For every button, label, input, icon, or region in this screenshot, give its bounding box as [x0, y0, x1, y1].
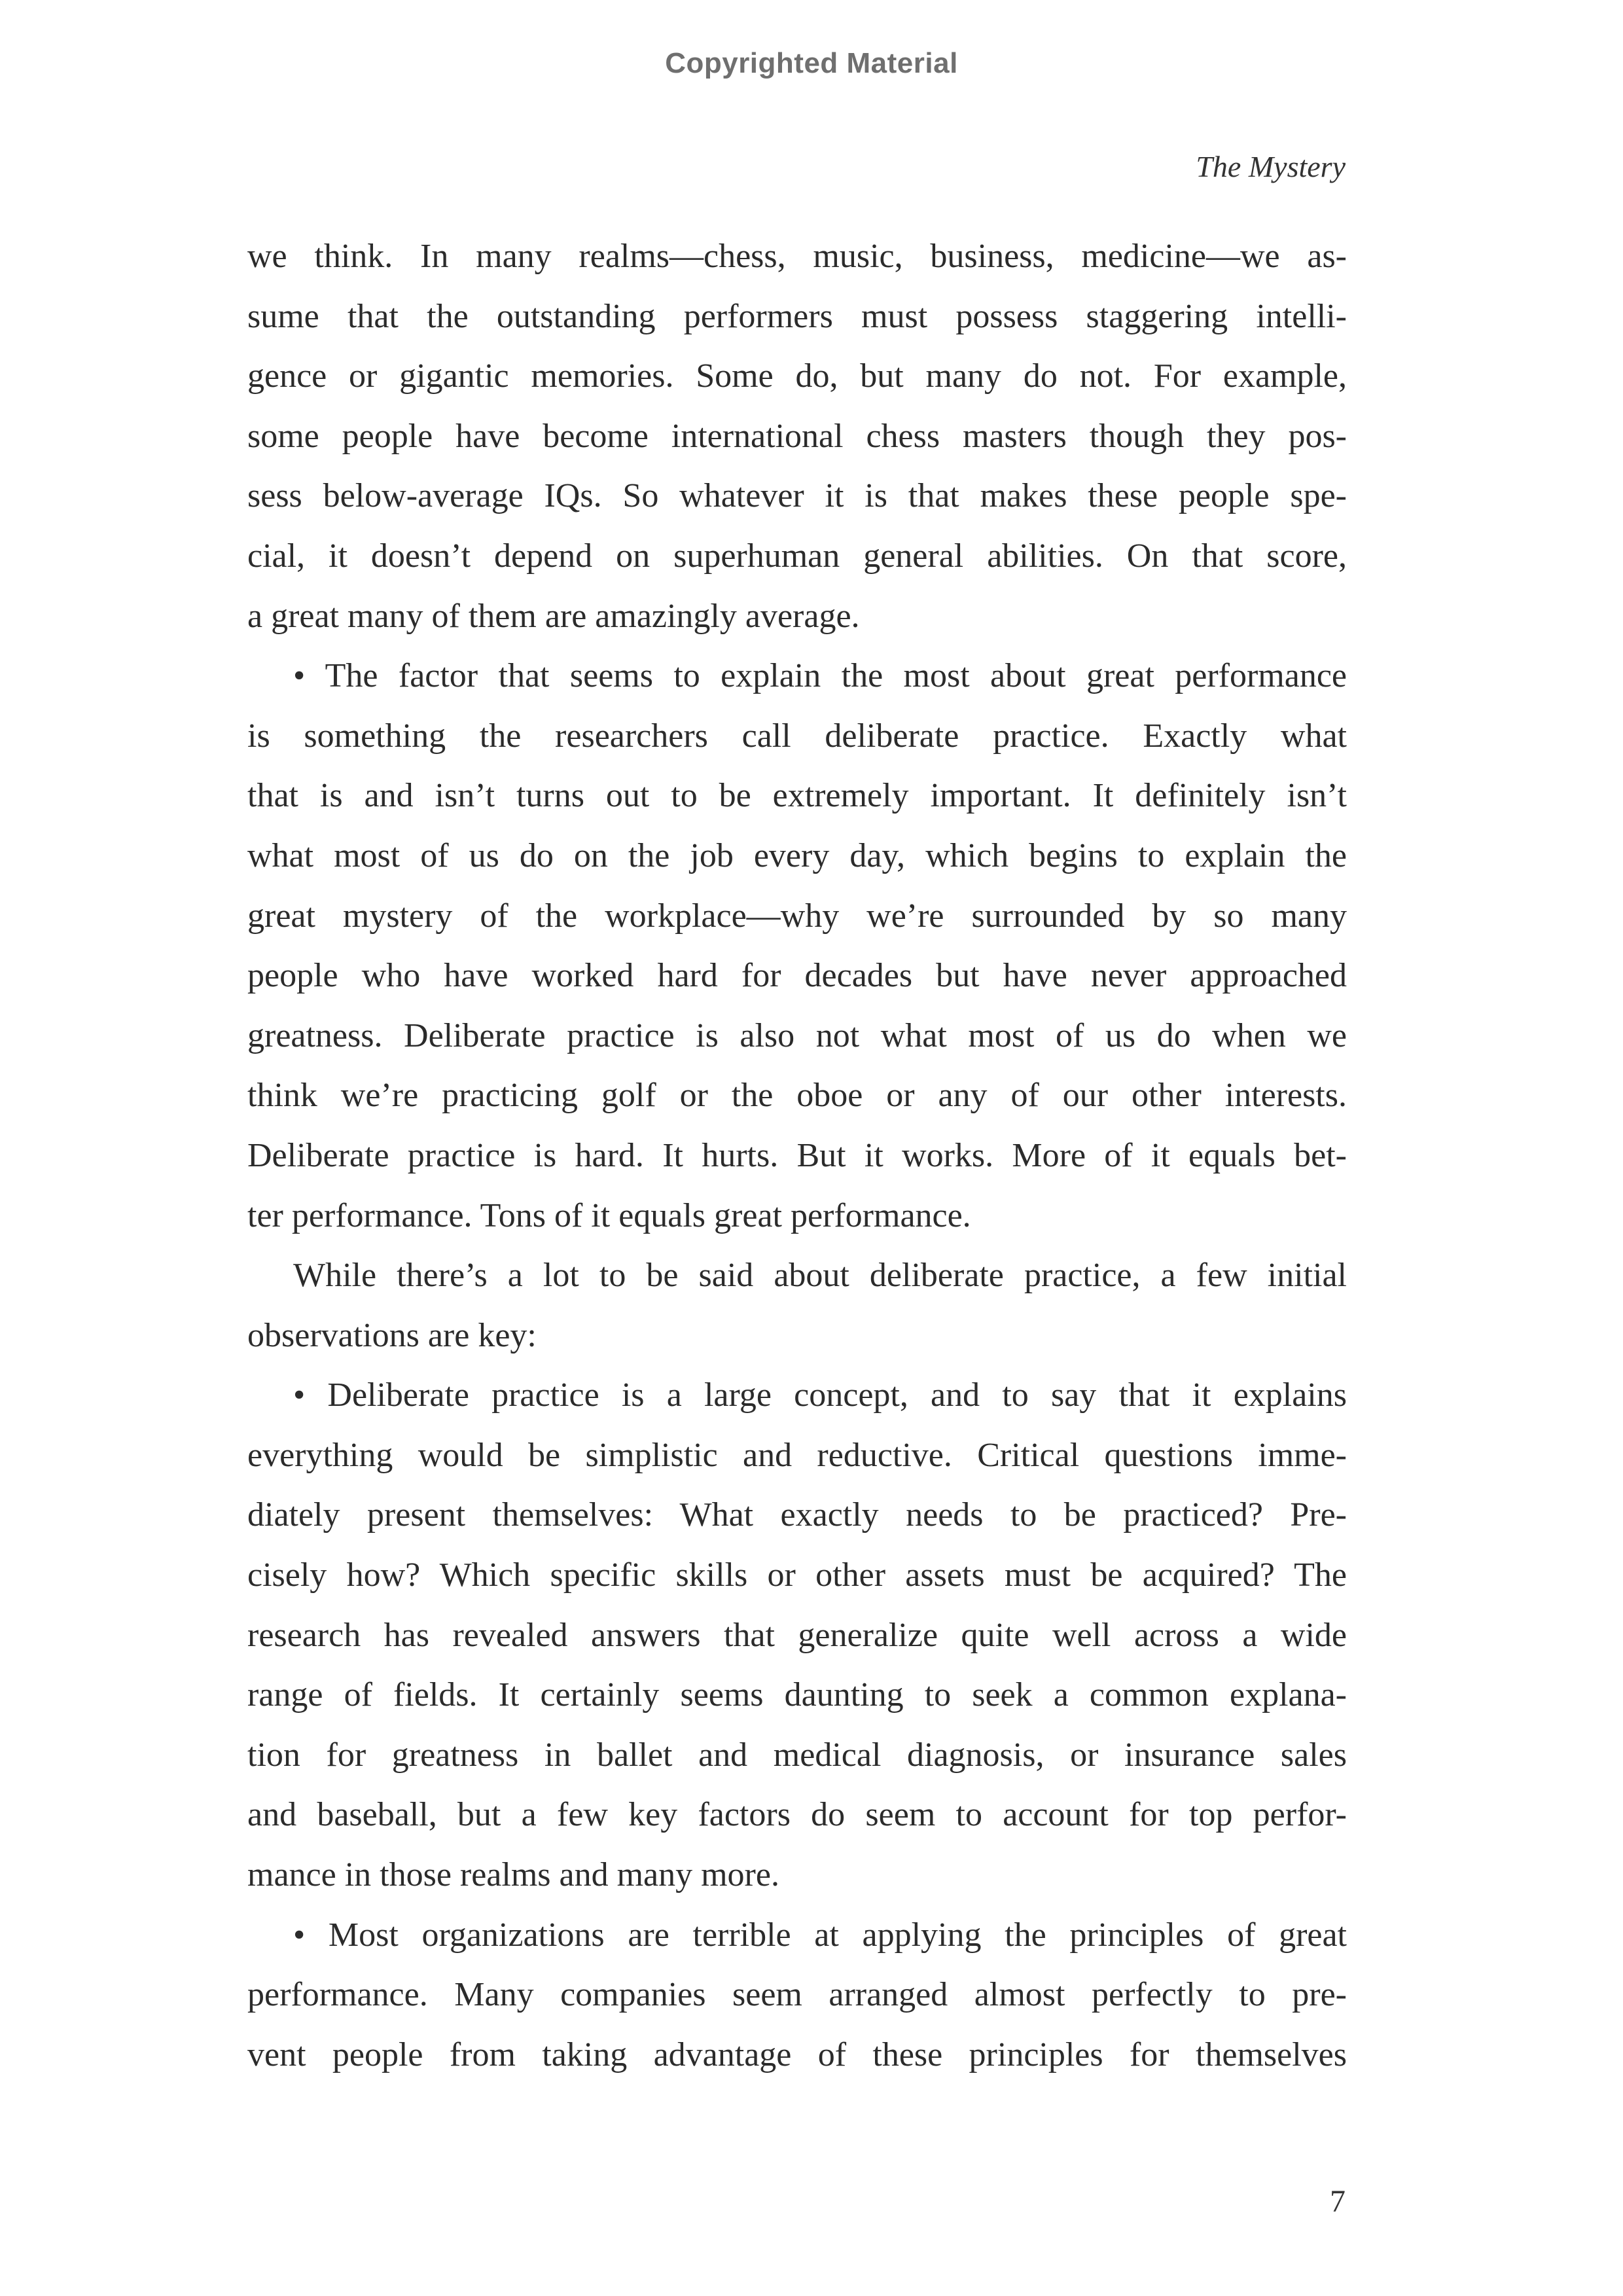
text-line: ter performance. Tons of it equals great performance.	[247, 1196, 971, 1234]
text-line: and baseball, but a few key factors do seem to account for top perfor-	[247, 1796, 1347, 1834]
text-line: research has revealed answers that generalize quite well across a wide	[247, 1616, 1347, 1654]
text-line: gence or gigantic memories. Some do, but many do not. For example,	[247, 357, 1347, 395]
text-line: that is and isn’t turns out to be extremely important. It definitely isn’t	[247, 777, 1347, 815]
text-line: everything would be simplistic and reductive. Critical questions imme-	[247, 1436, 1347, 1474]
text-line: people who have worked hard for decades but have never approached	[247, 957, 1347, 995]
text-line: vent people from taking advantage of these principles for themselves	[247, 2036, 1347, 2073]
copyright-watermark: Copyrighted Material	[665, 47, 958, 79]
text-line: mance in those realms and many more.	[247, 1856, 779, 1894]
text-line: Deliberate practice is hard. It hurts. But it works. More of it equals bet-	[247, 1136, 1347, 1174]
text-line: sess below-average IQs. So whatever it is that makes these people spe-	[247, 477, 1347, 515]
bullet-line: • Deliberate practice is a large concept, and to say that it explains	[293, 1376, 1347, 1414]
text-line: what most of us do on the job every day, which begins to explain the	[247, 836, 1347, 874]
text-line: greatness. Deliberate practice is also not what most of us do when we	[247, 1016, 1347, 1054]
text-line: great mystery of the workplace—why we’re surrounded by so many	[247, 897, 1347, 935]
text-line: cial, it doesn’t depend on superhuman general abilities. On that score,	[247, 537, 1347, 575]
running-head: The Mystery	[1196, 150, 1346, 183]
text-line: diately present themselves: What exactly needs to be practiced? Pre-	[247, 1496, 1347, 1534]
text-line: a great many of them are amazingly average.	[247, 597, 860, 635]
text-line: sume that the outstanding performers must possess staggering intelli-	[247, 297, 1347, 335]
text-line: some people have become international chess masters though they pos-	[247, 417, 1347, 455]
text-line: observations are key:	[247, 1316, 537, 1354]
text-line: is something the researchers call deliberate practice. Exactly what	[247, 717, 1347, 755]
text-line: we think. In many realms—chess, music, business, medicine—we as-	[247, 238, 1347, 275]
text-line: tion for greatness in ballet and medical diagnosis, or insurance sales	[247, 1736, 1347, 1774]
page-number: 7	[1330, 2184, 1346, 2219]
bullet-line: • Most organizations are terrible at applying the principles of great	[293, 1916, 1347, 1954]
bullet-line: • The factor that seems to explain the most about great performance	[293, 657, 1347, 695]
text-line: think we’re practicing golf or the oboe or any of our other interests.	[247, 1077, 1347, 1115]
body-text	[247, 226, 1347, 2085]
text-line: cisely how? Which specific skills or other assets must be acquired? The	[247, 1556, 1347, 1594]
paragraph-first-line: While there’s a lot to be said about deliberate practice, a few initial	[293, 1257, 1347, 1295]
text-line: performance. Many companies seem arranged almost perfectly to pre-	[247, 1976, 1347, 2014]
text-line: range of fields. It certainly seems daunting to seek a common explana-	[247, 1676, 1347, 1714]
